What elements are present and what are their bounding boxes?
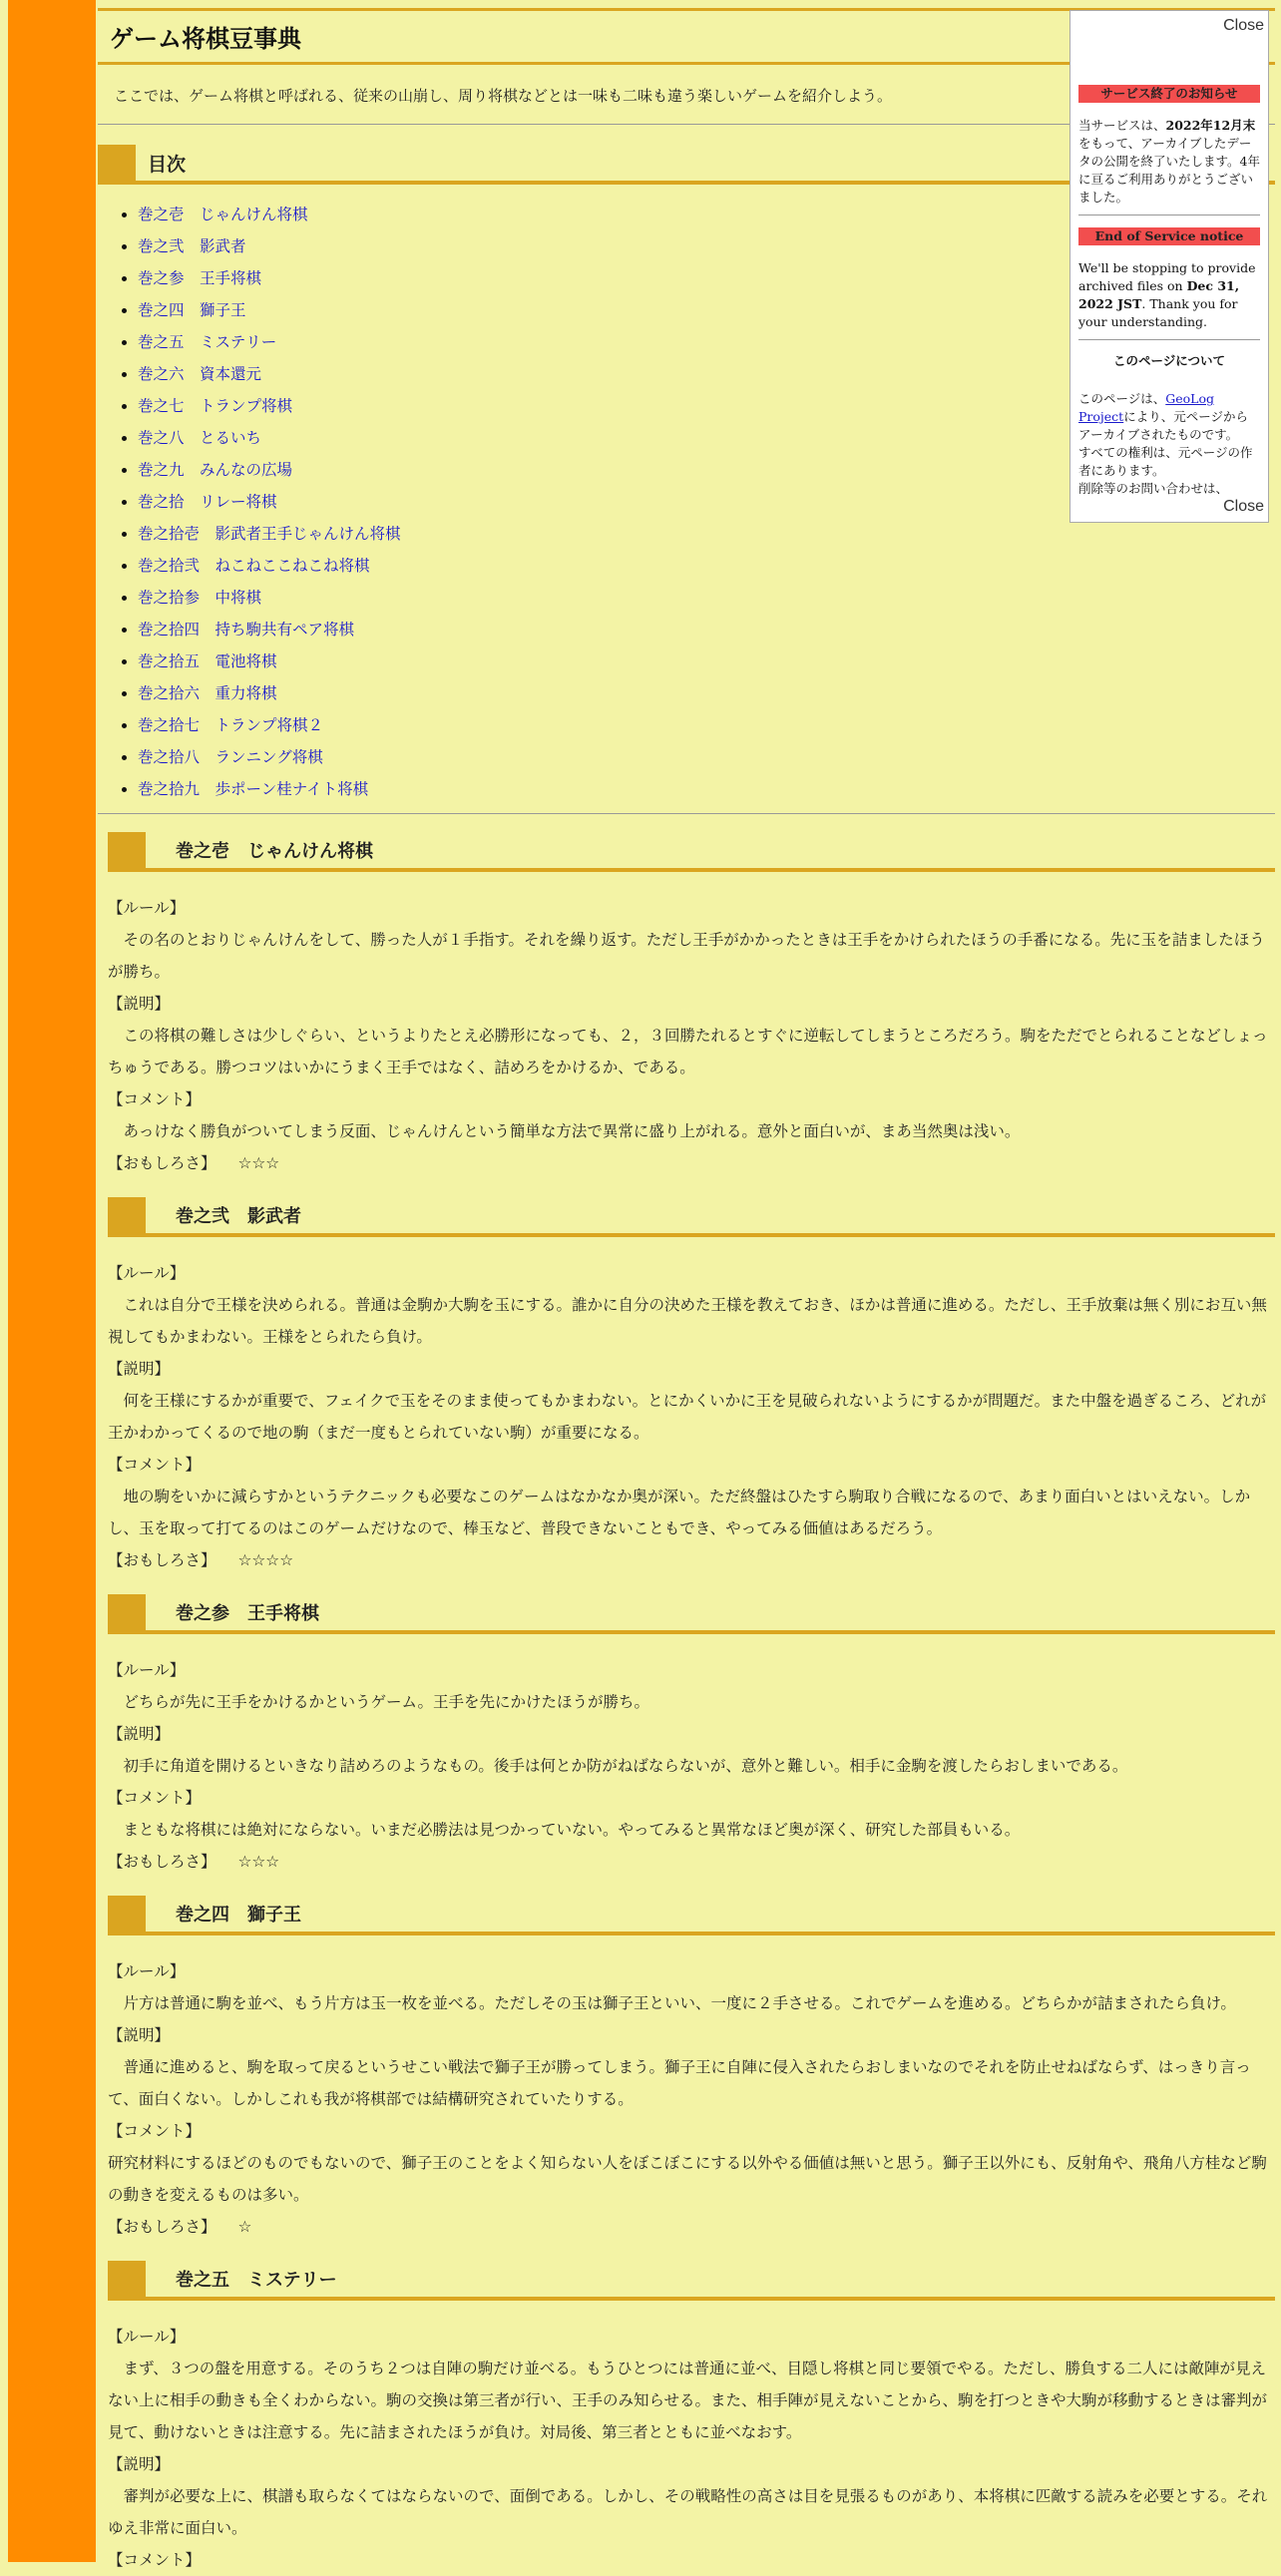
section-body	[108, 1257, 1275, 1576]
comment-label: 【コメント】	[108, 2122, 202, 2140]
fun-label: 【おもしろさ】	[108, 2218, 216, 2236]
rule-label: 【ルール】	[108, 1264, 186, 1282]
toc-link[interactable]: 巻之四 獅子王	[138, 301, 246, 319]
explain-text: この将棋の難しさは少しぐらい、というよりたとえ必勝形になっても、２，３回勝たれるとすぐに逆転してしまうところだろう。駒をただでとられることなどしょっちゅうである。勝つコツはいかにうまく王手ではなく、詰めろをかけるか、である。	[108, 1027, 1268, 1076]
divider	[98, 813, 1275, 814]
section-heading-bar	[108, 1896, 1275, 1935]
fun-label: 【おもしろさ】	[108, 1853, 216, 1871]
explain-text: 普通に進めると、駒を取って戻るというせこい戦法で獅子王が勝ってしまう。獅子王に自陣に侵入されたらおしまいなのでそれを防止せねばならず、はっきり言って、面白くない。しかしこれも我が将棋部では結構研究されていたりする。	[108, 2058, 1251, 2108]
notice-jp-date: 2022年12月末	[1165, 118, 1256, 133]
top-strip	[0, 0, 1281, 6]
toc-link[interactable]: 巻之八 とるいち	[138, 429, 262, 447]
intro-text: ここでは、ゲーム将棋と呼ばれる、従来の山崩し、周り将棋などとは一味も二味も違う楽しいゲームを紹介しよう。	[98, 65, 1275, 125]
section-title: 巻之壱 じゃんけん将棋	[176, 841, 373, 862]
rights-text: すべての権利は、元ページの作者にあります。	[1078, 445, 1253, 478]
explain-text: 何を王様にするかが重要で、フェイクで玉をそのまま使ってもかまわない。とにかくいかに王を見破られないようにするかが問題だ。また中盤を過ぎるころ、どれが王かわかってくるので地の駒（まだ一度もとられていない駒）が重要になる。	[108, 1392, 1267, 1442]
explain-label: 【説明】	[108, 995, 171, 1013]
contact-text: 削除等のお問い合わせは、	[1078, 481, 1229, 496]
toc-link[interactable]: 巻之弐 影武者	[138, 237, 246, 255]
toc-link[interactable]: 巻之拾八 ランニング将棋	[138, 748, 323, 766]
toc-heading: 目次	[148, 153, 187, 176]
toc-link[interactable]: 巻之六 資本還元	[138, 365, 262, 383]
fun-rating	[108, 1147, 1275, 1179]
about-suffix: により、元ページからアーカイブされたものです。	[1078, 409, 1248, 442]
fun-stars: ☆☆☆	[237, 1154, 280, 1172]
section-title: 巻之弐 影武者	[176, 1206, 301, 1227]
rule-label: 【ルール】	[108, 1661, 186, 1679]
game-section	[98, 1197, 1275, 1576]
section-body	[108, 1955, 1275, 2243]
toc-link[interactable]: 巻之拾参 中将棋	[138, 589, 262, 607]
explain-label: 【説明】	[108, 2455, 171, 2473]
close-button-top[interactable]: Close	[1223, 17, 1264, 34]
comment-label: 【コメント】	[108, 1789, 202, 1807]
comment-text: 研究材料にするほどのものでもないので、獅子王のことをよく知らない人をぼこぼこにする以外やる価値は無いと思う。獅子王以外にも、反射角や、飛角八方桂など駒の動きを変えるものは多い。	[108, 2154, 1267, 2204]
rule-label: 【ルール】	[108, 899, 186, 917]
explain-text: 審判が必要な上に、棋譜も取らなくてはならないので、面倒である。しかし、その戦略性の高さは目を見張るものがあり、本将棋に匹敵する読みを必要とする。それゆえ非常に面白い。	[108, 2487, 1268, 2537]
service-notice-popup	[1069, 10, 1269, 523]
comment-label: 【コメント】	[108, 2551, 202, 2569]
toc-link[interactable]: 巻之拾六 重力将棋	[138, 684, 277, 702]
game-section	[98, 1896, 1275, 2243]
comment-label: 【コメント】	[108, 1090, 202, 1108]
section-body	[108, 892, 1275, 1179]
section-body	[108, 2321, 1275, 2576]
fun-label: 【おもしろさ】	[108, 1154, 216, 1172]
game-section	[98, 2261, 1275, 2576]
toc-link[interactable]: 巻之拾五 電池将棋	[138, 652, 277, 670]
section-heading-bar	[108, 1197, 1275, 1237]
toc-link[interactable]: 巻之拾九 歩ポーン桂ナイト将棋	[138, 780, 369, 798]
fun-rating	[108, 1544, 1275, 1576]
toc-item	[138, 709, 1275, 741]
comment-text: あっけなく勝負がついてしまう反面、じゃんけんという簡単な方法で異常に盛り上がれる。意外と面白いが、まあ当然奥は浅い。	[123, 1122, 1021, 1140]
explain-label: 【説明】	[108, 2026, 171, 2044]
toc-link[interactable]: 巻之拾弐 ねこねここねこね将棋	[138, 557, 370, 575]
popup-divider	[1078, 339, 1260, 340]
section-title: 巻之四 獅子王	[176, 1905, 301, 1926]
toc-link[interactable]: 巻之壱 じゃんけん将棋	[138, 206, 308, 223]
about-prefix: このページは、	[1078, 391, 1166, 406]
fun-rating	[108, 2211, 1275, 2243]
fun-label: 【おもしろさ】	[108, 1551, 216, 1569]
comment-text: まともな将棋には絶対にならない。いまだ必勝法は見つかっていない。やってみると異常なほど奥が深く、研究した部員もいる。	[123, 1821, 1021, 1839]
heading-square-marker	[108, 1594, 146, 1630]
rule-text: これは自分で王様を決められる。普通は金駒か大駒を玉にする。誰かに自分の決めた王様を教えておき、ほかは普通に進める。ただし、王手放棄は無く別にお互い無視してもかまわない。王様をとられたら負け。	[108, 1296, 1267, 1346]
about-text	[1078, 390, 1260, 444]
comment-text: 地の駒をいかに減らすかというテクニックも必要なこのゲームはなかなか奥が深い。ただ終盤はひたすら駒取り合戦になるので、あまり面白いとはいえない。しかし、玉を取って打てるのはこのゲームだけなので、棒玉など、普段できないこともでき、やってみる価値はあるだろう。	[108, 1488, 1251, 1537]
notice-text-en	[1078, 259, 1260, 331]
toc-item	[138, 582, 1275, 614]
toc-item	[138, 773, 1275, 805]
fun-stars: ☆☆☆☆	[237, 1551, 294, 1569]
section-body	[108, 1654, 1275, 1878]
rule-text: どちらが先に王手をかけるかというゲーム。王手を先にかけたほうが勝ち。	[123, 1693, 649, 1711]
notice-banner-en: End of Service notice	[1078, 227, 1260, 245]
heading-square-marker	[108, 2261, 146, 2297]
game-section	[98, 832, 1275, 1179]
fun-rating	[108, 1846, 1275, 1878]
notice-jp-prefix: 当サービスは、	[1078, 118, 1166, 133]
toc-link[interactable]: 巻之拾 リレー将棋	[138, 493, 277, 511]
notice-banner-jp: サービス終了のお知らせ	[1078, 85, 1260, 103]
explain-label: 【説明】	[108, 1725, 171, 1743]
toc-item	[138, 741, 1275, 773]
game-section	[98, 1594, 1275, 1878]
toc-link[interactable]: 巻之参 王手将棋	[138, 269, 262, 287]
sections-container	[98, 832, 1275, 2576]
section-title: 巻之参 王手将棋	[176, 1603, 319, 1624]
fun-stars: ☆☆☆	[237, 1853, 280, 1871]
heading-square-marker	[108, 1896, 146, 1932]
fun-stars: ☆	[237, 2218, 252, 2236]
toc-link[interactable]: 巻之五 ミステリー	[138, 333, 277, 351]
explain-text: 初手に角道を開けるといきなり詰めろのようなもの。後手は何とか防がねばならないが、意外と難しい。相手に金駒を渡したらおしまいである。	[123, 1757, 1128, 1775]
left-sidebar	[8, 0, 96, 2562]
notice-en-prefix: We'll be stopping to provide archived files on	[1078, 260, 1256, 293]
close-button-bottom[interactable]: Close	[1223, 498, 1264, 515]
notice-jp-suffix: をもって、アーカイブしたデータの公開を終了いたします。4年に亘るご利用ありがとうございました。	[1078, 136, 1260, 205]
toc-link[interactable]: 巻之九 みんなの広場	[138, 461, 293, 479]
section-heading-bar	[108, 832, 1275, 872]
toc-item	[138, 614, 1275, 645]
toc-item	[138, 645, 1275, 677]
rule-text: その名のとおりじゃんけんをして、勝った人が１手指す。それを繰り返す。ただし王手がかかったときは王手をかけられたほうの手番になる。先に玉を詰ましたほうが勝ち。	[108, 931, 1265, 981]
about-heading: このページについて	[1112, 353, 1225, 368]
comment-label: 【コメント】	[108, 1456, 202, 1474]
notice-en-date: Dec 31, 2022 JST	[1078, 278, 1240, 311]
rule-label: 【ルール】	[108, 1962, 186, 1980]
toc-link[interactable]: 巻之七 トランプ将棋	[138, 397, 293, 415]
popup-scroll-area[interactable]	[1078, 85, 1260, 496]
heading-square-marker	[108, 1197, 146, 1233]
rule-text: 片方は普通に駒を並べ、もう片方は玉一枚を並べる。ただしその玉は獅子王といい、一度に２手させる。これでゲームを進める。どちらかが詰まされたら負け。	[123, 1994, 1236, 2012]
heading-square-marker	[108, 832, 146, 868]
notice-en-suffix: . Thank you for your understanding.	[1078, 296, 1238, 329]
page-title: ゲーム将棋豆事典	[110, 25, 301, 53]
section-heading-bar	[108, 2261, 1275, 2301]
geolog-link[interactable]: GeoLog Project	[1078, 391, 1215, 424]
explain-label: 【説明】	[108, 1360, 171, 1378]
toc-item	[138, 550, 1275, 582]
rule-text: まず、３つの盤を用意する。そのうち２つは自陣の駒だけ並べる。もうひとつには普通に並べ、目隠し将棋と同じ要領でやる。ただし、勝負する二人には敵陣が見えない上に相手の動きも全くわからない。駒の交換は第三者が行い、王手のみ知らせる。また、相手陣が見えないことから、駒を打つときや大駒が移動するときは審判が見て、動けないときは注意する。先に詰まされたほうが負け。対局後、第三者とともに並べなおす。	[108, 2360, 1268, 2441]
heading-square-marker	[98, 145, 136, 181]
notice-text-jp	[1078, 117, 1260, 207]
section-title: 巻之五 ミステリー	[176, 2270, 337, 2291]
toc-item	[138, 677, 1275, 709]
section-heading-bar	[108, 1594, 1275, 1634]
rule-label: 【ルール】	[108, 2328, 186, 2346]
toc-link[interactable]: 巻之拾四 持ち駒共有ペア将棋	[138, 621, 355, 639]
toc-link[interactable]: 巻之拾壱 影武者王手じゃんけん将棋	[138, 525, 401, 543]
toc-link[interactable]: 巻之拾七 トランプ将棋２	[138, 716, 324, 734]
